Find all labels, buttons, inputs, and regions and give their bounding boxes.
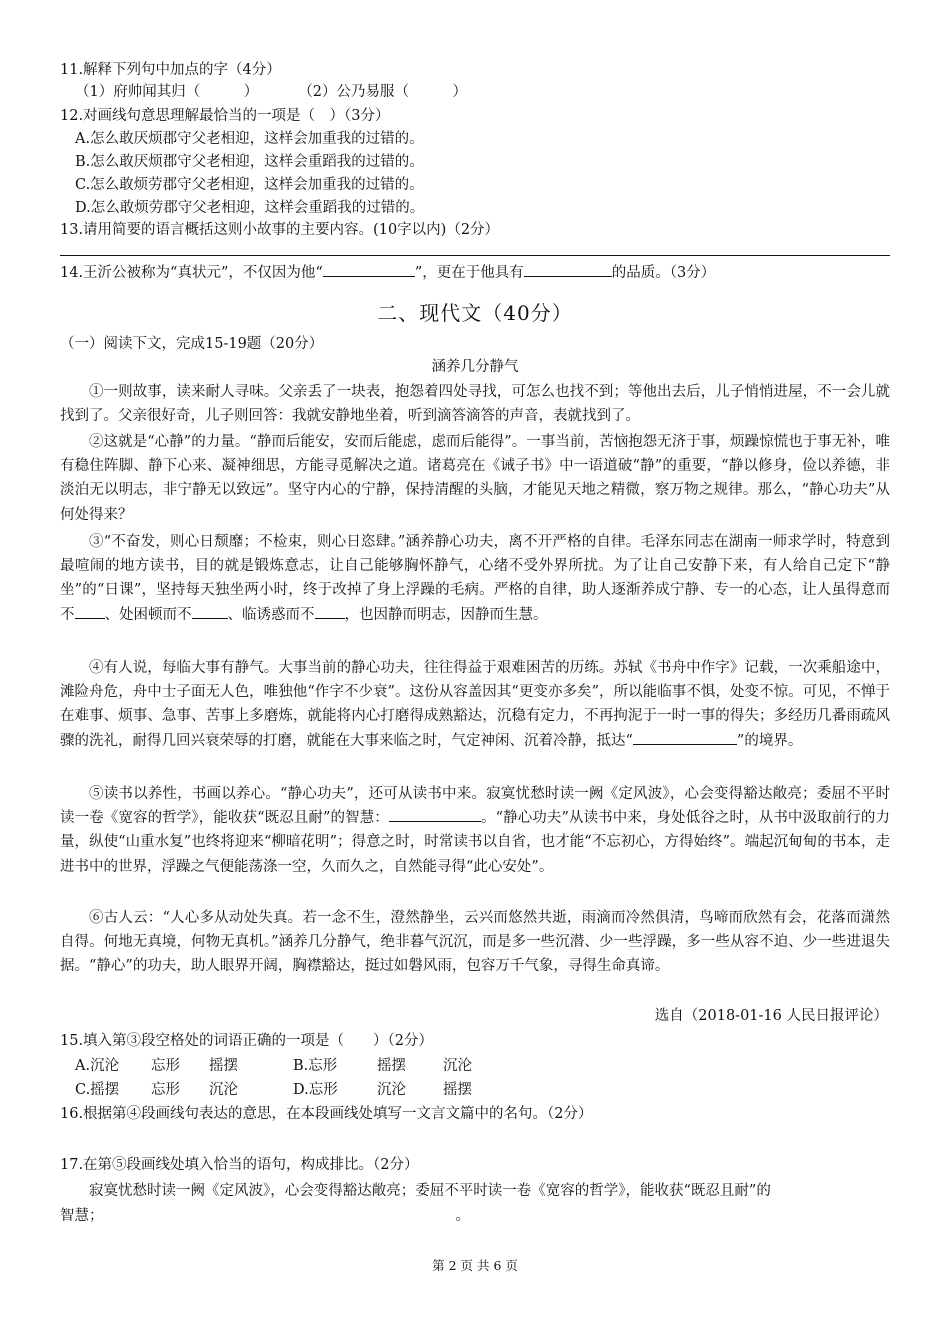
q15-options-row-1	[75, 1056, 472, 1076]
q11-item-2: （2）公乃易服（ ）	[298, 84, 467, 100]
q17-line-1: 寂寞忧愁时读一阙《定风波》，心会变得豁达敞亮；委屈不平时读一卷《宽容的哲学》，能收获“既忍且耐”的	[89, 1183, 771, 1199]
q12-stem: 12.对画线句意思理解最恰当的一项是（ ）（3分）	[60, 108, 390, 124]
q15-option-b-word-1: B.忘形	[293, 1058, 338, 1074]
q17-line-2	[60, 1206, 470, 1226]
paragraph-3-text-a: ③“不奋发，则心日颓靡；不检束，则心日恣肆。”涵养静心功夫，离不开严格的自律。毛泽东同志在湖南一师求学时，特意到最喧闹的地方读书，目的就是锻炼意志，让自己能够胸怀静气，心绪不受外界所扰。为了让自己安静下来，有人给自己定下“静坐”的“日课”，坚持每天独坐两小时，终于改掉了身上浮躁的毛病。严格的自律，助人逐渐养成宁静、专一的心态，让人虽得意而不	[60, 534, 890, 623]
q13-stem: 13.请用简要的语言概括这则小故事的主要内容。(10字以内)（2分）	[60, 222, 500, 238]
q12-option-a: A.怎么敢厌烦郡守父老相迎，这样会加重我的过错的。	[75, 131, 424, 147]
q16-stem: 16.根据第④段画线句表达的意思，在本段画线处填写一文言文篇中的名句。（2分）	[60, 1106, 593, 1122]
q15-option-b-word-2: 摇摆	[377, 1058, 406, 1074]
q14-part-1: 14.王沂公被称为“真状元”，不仅因为他“	[60, 265, 323, 281]
section-title: 二、现代文（40分）	[377, 301, 573, 325]
q15-option-c-word-3: 沉沦	[209, 1082, 238, 1098]
q15-stem: 15.填入第③段空格处的词语正确的一项是（ ）（2分）	[60, 1033, 434, 1049]
q15-option-a-word-1: A.沉沦	[75, 1058, 120, 1074]
paragraph-4-text-a: ④有人说，每临大事有静气。大事当前的静心功夫，往往得益于艰难困苦的历练。苏轼《书舟中作字》记载，一次乘船途中，滩险舟危，舟中士子面无人色，唯独他“作字不少衰”。这份从容盖因其“更变亦多矣”，所以能临事不惧，处变不惊。可见，不惮于在难事、烦事、急事、苦事上多磨炼，就能将内心打磨得成熟豁达，沉稳有定力，不再拘泥于一时一事的得失；多经历几番雨疏风骤的洗礼，耐得几回兴衰荣辱的打磨，就能在大事来临之时，气定神闲、沉着冷静，抵达“	[60, 660, 890, 749]
q15-options-row-2	[75, 1080, 472, 1100]
q12-option-d: D.怎么敢烦劳郡守父老相迎，这样会重蹈我的过错的。	[75, 200, 425, 216]
q17-line-2-end: 。	[455, 1208, 470, 1224]
article-source: 选自（2018-01-16 人民日报评论）	[654, 1008, 888, 1024]
paragraph-5	[60, 782, 890, 879]
paragraph-3-text-c: 、临诱惑而不	[227, 606, 315, 623]
q15-option-b-word-3: 沉沦	[443, 1058, 472, 1074]
paragraph-3-blank-2[interactable]	[192, 604, 228, 619]
q17-stem: 17.在第⑤段画线处填入恰当的语句，构成排比。（2分）	[60, 1157, 419, 1173]
paragraph-3-blank-1[interactable]	[75, 604, 105, 619]
q11-stem: 11.解释下列句中加点的字（4分）	[60, 62, 281, 78]
paragraph-3-text-d: ，也因静而明志，因静而生慧。	[344, 606, 548, 623]
paragraph-2: ②这就是“心静”的力量。“静而后能安，安而后能虑，虑而后能得”。一事当前，苦恼抱怨无济于事，烦躁惊慌也于事无补，唯有稳住阵脚、静下心来、凝神细思，方能寻觅解决之道。诸葛亮在《诫子书》中一语道破“静”的重要，“静以修身，俭以养德，非淡泊无以明志，非宁静无以致远”。坚守内心的宁静，保持清醒的头脑，才能见天地之精微，察万物之规律。那么，“静心功夫”从何处得来？	[60, 434, 890, 523]
q14-part-2: ”，更在于他具有	[414, 265, 524, 281]
article-title: 涵养几分静气	[431, 359, 519, 375]
paragraph-4	[60, 656, 890, 753]
q12-option-c: C.怎么敢烦劳郡守父老相迎，这样会加重我的过错的。	[75, 177, 424, 193]
paragraph-4-blank[interactable]	[633, 730, 737, 745]
reading-intro: （一）阅读下文，完成15-19题（20分）	[60, 336, 324, 352]
paragraph-5-text-a: ⑤读书以养性，书画以养心。“静心功夫”，还可从读书中来。寂寞忧愁时读一阙《定风波》，心会变得豁达敞亮；委屈不平时读一卷《宽容的哲学》，能收获“既忍且耐”的智慧：	[60, 786, 890, 827]
q13-answer-line[interactable]	[60, 255, 890, 256]
q15-option-c-word-2: 忘形	[151, 1082, 180, 1098]
q15-option-d-word-2: 沉沦	[377, 1082, 406, 1098]
q14-blank-1[interactable]	[323, 262, 415, 277]
q11-item-1: （1）府帅闻其归（ ）	[75, 84, 259, 100]
q15-option-a-word-3: 摇摆	[209, 1058, 238, 1074]
page-footer: 第 2 页 共 6 页	[432, 1258, 518, 1273]
q11-line	[75, 82, 467, 102]
q15-option-d-word-3: 摇摆	[443, 1082, 472, 1098]
q17-line-2-text: 智慧；	[60, 1208, 104, 1224]
q15-option-a-word-2: 忘形	[151, 1058, 180, 1074]
q14-blank-2[interactable]	[524, 262, 612, 277]
paragraph-1: ①一则故事，读来耐人寻味。父亲丢了一块表，抱怨着四处寻找，可怎么也找不到；等他出去后，儿子悄悄进屋，不一会儿就找到了。父亲很好奇，儿子则回答：我就安静地坐着，听到滴答滴答的声音，表就找到了。	[60, 384, 890, 425]
q14-part-3: 的品质。（3分）	[611, 265, 716, 281]
paragraph-3	[60, 530, 890, 627]
paragraph-4-text-b: ”的境界。	[736, 732, 803, 749]
q15-option-c-word-1: C.摇摆	[75, 1082, 120, 1098]
paragraph-3-text-b: 、处困顿而不	[104, 606, 192, 623]
q15-option-d-word-1: D.忘形	[293, 1082, 338, 1098]
paragraph-5-text-b: 。“静心功夫”从读书中来，身处低谷之时，从书中汲取前行的力量，纵使“山重水复”也终将迎来“柳暗花明”；得意之时，时常读书以自省，也才能“不忘初心，方得始终”。端起沉甸甸的书本，走进书中的世界，浮躁之气便能荡涤一空，久而久之，自然能寻得“此心安处”。	[60, 810, 891, 875]
paragraph-3-blank-3[interactable]	[315, 604, 345, 619]
paragraph-6: ⑥古人云：“人心多从动处失真。若一念不生，澄然静坐，云兴而悠然共逝，雨滴而冷然俱清，鸟啼而欣然有会，花落而潇然自得。何地无真境，何物无真机。”涵养几分静气，绝非暮气沉沉，而是多一些沉潜、少一些浮躁，多一些从容不迫、少一些进退失据。“静心”的功夫，助人眼界开阔，胸襟豁达，挺过如磐风雨，包容万千气象，寻得生命真谛。	[60, 910, 890, 975]
q14-line	[60, 262, 715, 283]
q12-option-b: B.怎么敢厌烦郡守父老相迎，这样会重蹈我的过错的。	[75, 154, 424, 170]
paragraph-5-blank[interactable]	[389, 807, 481, 822]
